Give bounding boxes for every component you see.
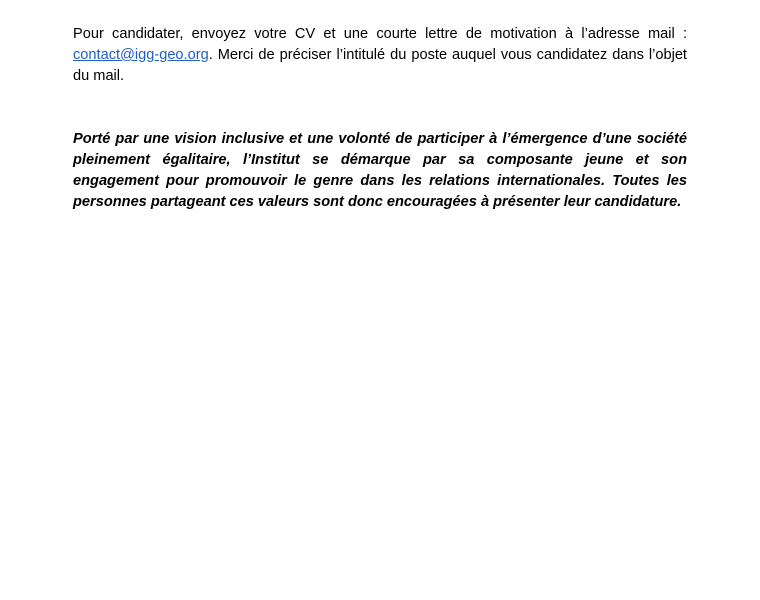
application-text-end: . Merci de préciser l’intitulé du poste auquel vous candidatez dans l’objet du mail. <box>73 47 687 84</box>
values-paragraph: Porté par une vision inclusive et une volonté de participer à l’émergence d’une société pleinement égalitaire, l’Institut se démarque par sa composante jeune et son engagement pour promouvoir le genre dans les relations internationales. Toutes les personnes partageant ces valeurs sont donc encouragées à présenter leur candidature. <box>73 131 687 210</box>
contact-email-link[interactable]: contact@igg-geo.org <box>73 47 209 63</box>
document-body <box>73 24 687 213</box>
application-text-start: Pour candidater, envoyez votre CV et une courte lettre de motivation à l’adresse mail : <box>73 26 687 42</box>
application-paragraph <box>73 24 687 87</box>
